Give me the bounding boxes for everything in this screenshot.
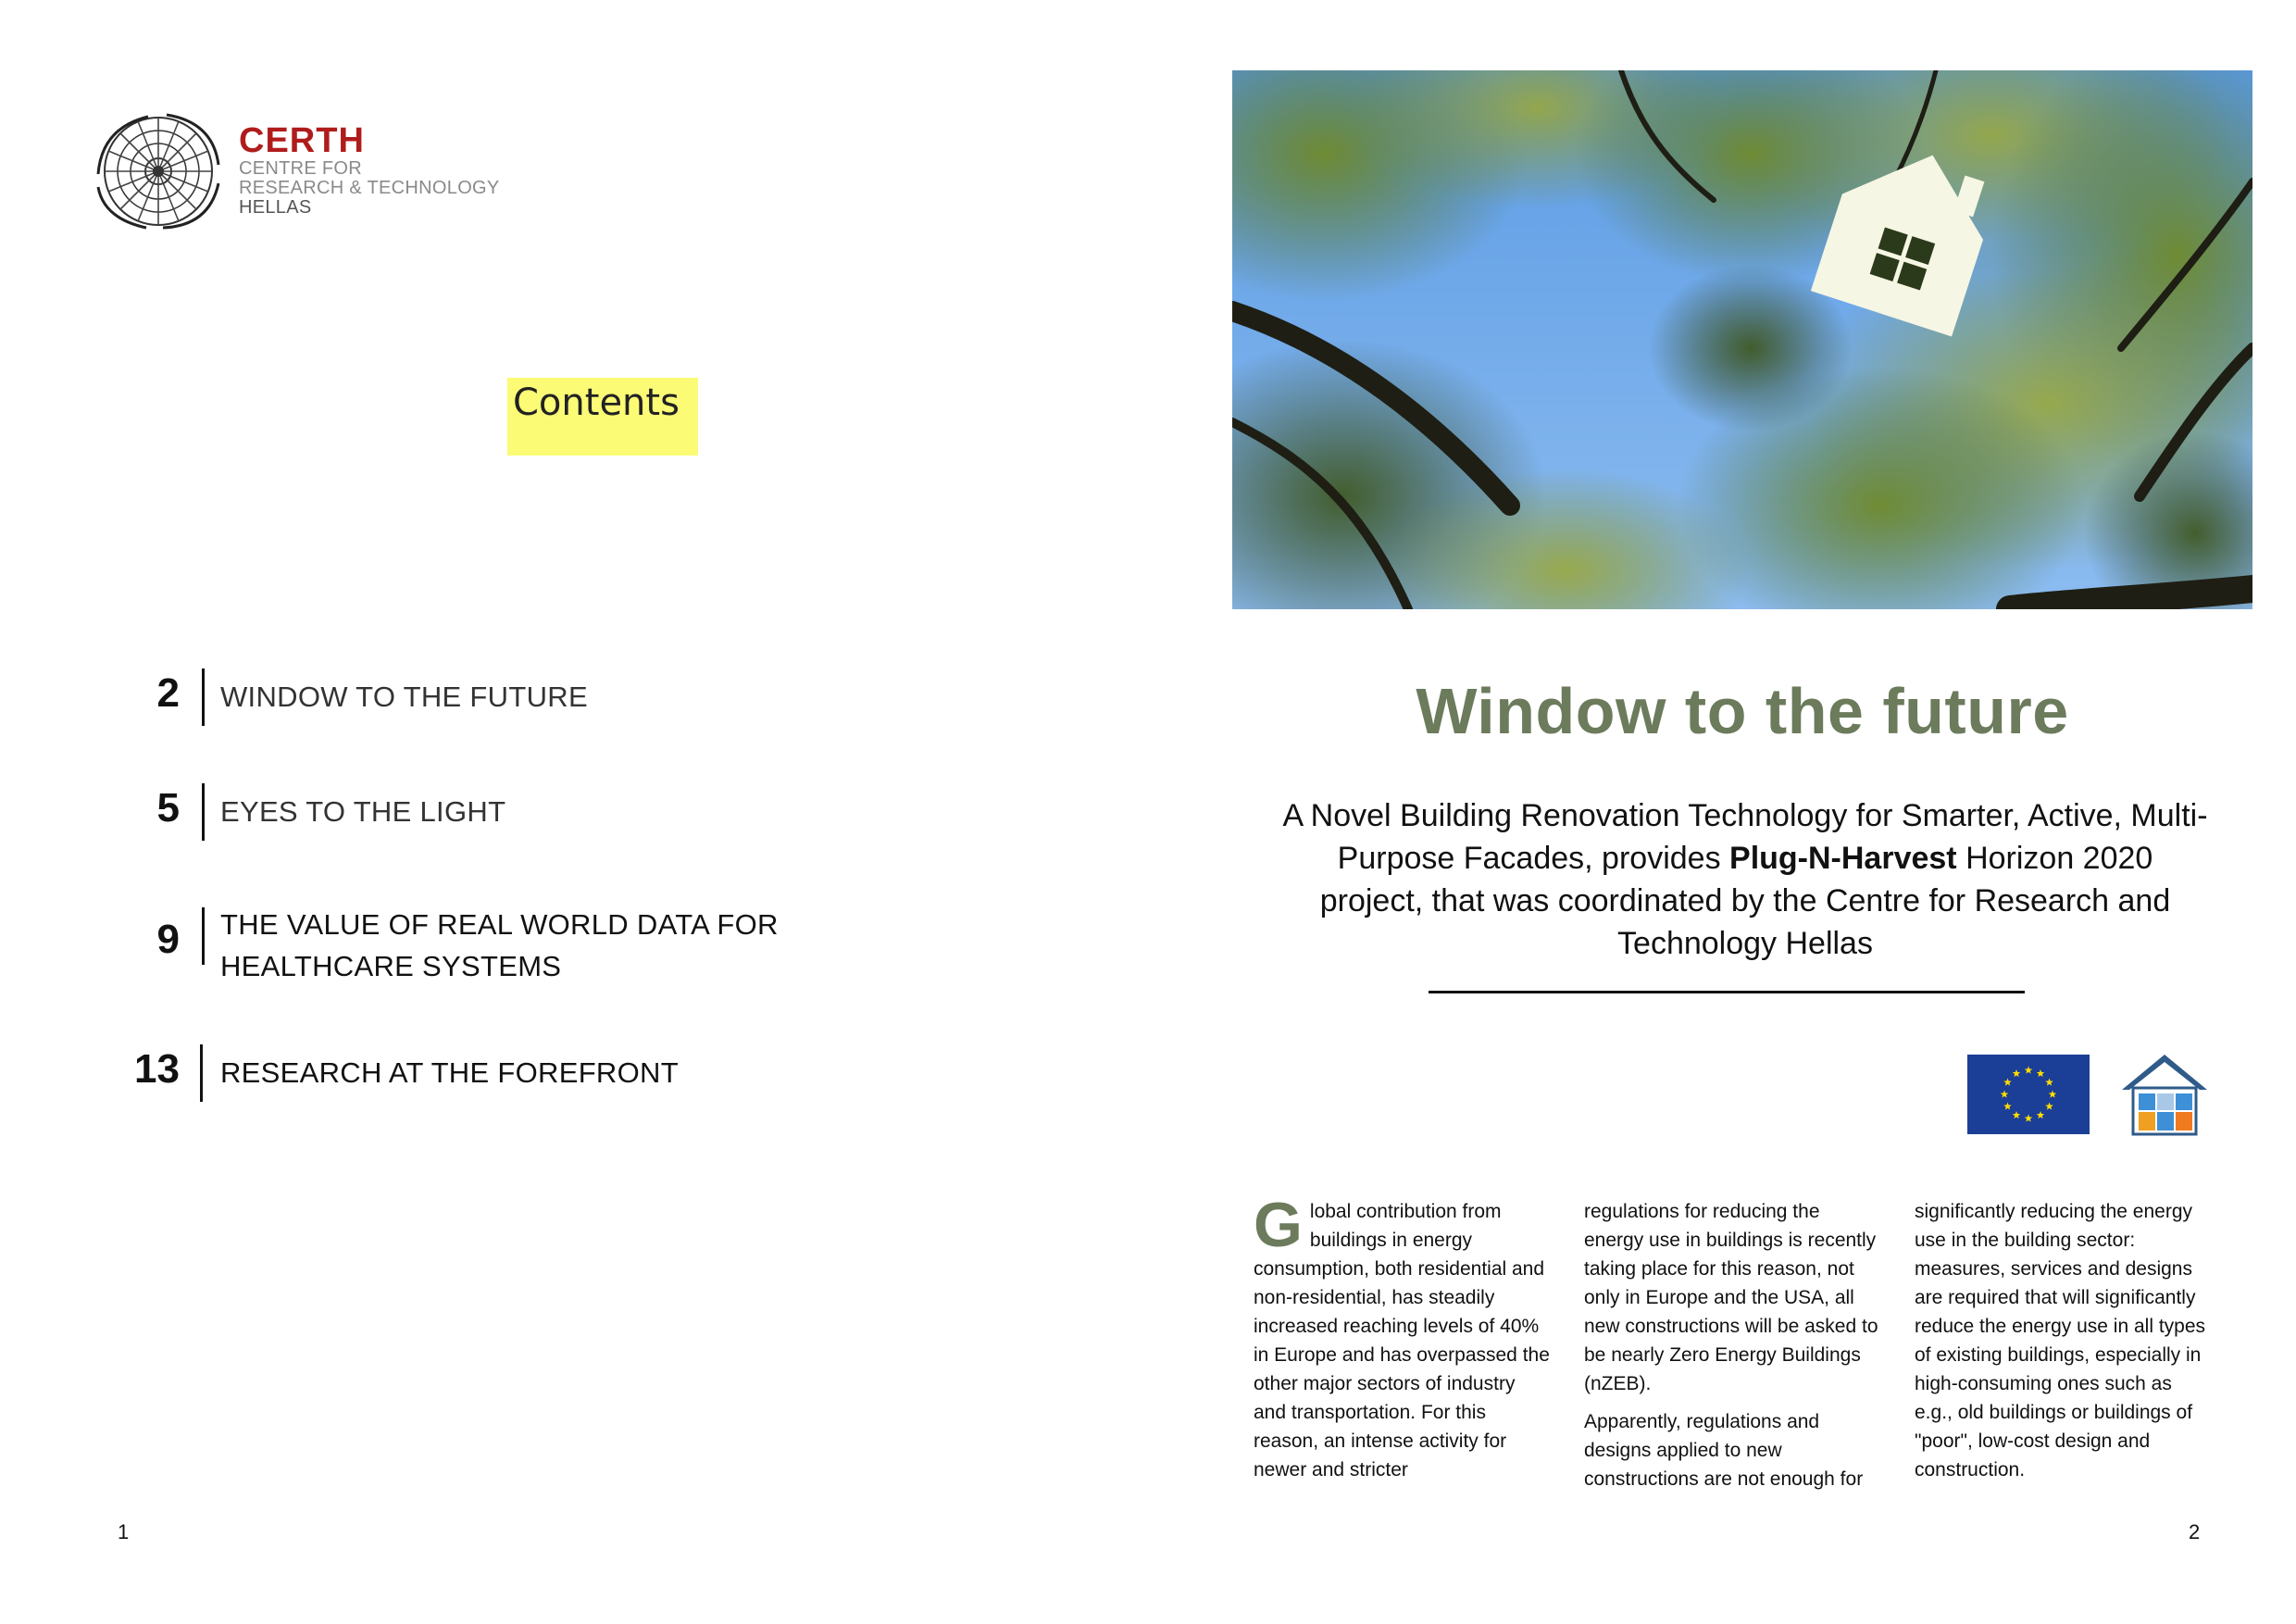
page-number-right: 2 bbox=[2189, 1520, 2201, 1543]
toc-page-number: 13 bbox=[134, 1046, 180, 1092]
subtitle-project-name: Plug-N-Harvest bbox=[1729, 841, 1957, 876]
toc-page-number: 5 bbox=[156, 785, 180, 831]
toc-item[interactable] bbox=[130, 668, 963, 733]
column-2-paragraph-1: regulations for reducing the energy use in buildings is recently taking place for this reason, not only in Europe and the USA, all new constructions will be asked to be nearly Zero Energy Buildings (nZEB). bbox=[1584, 1201, 1878, 1394]
toc-page-number: 9 bbox=[156, 917, 180, 962]
toc-title: EYES TO THE LIGHT bbox=[220, 795, 506, 828]
article-column-1 bbox=[1254, 1190, 1550, 1484]
eu-flag-icon bbox=[1967, 1055, 2090, 1134]
article-column-2 bbox=[1584, 1197, 1880, 1503]
toc-item[interactable] bbox=[130, 907, 963, 1000]
hero-image bbox=[1232, 70, 2252, 609]
certh-logo-icon bbox=[93, 109, 224, 233]
column-1-text: lobal contribution from buildings in energy consumption, both residential and non-residential, has steadily increased reaching levels of 40% in Europe and has overpassed the other major sectors of industry and transportation. For this reason, an intense activity for newer and stricter bbox=[1254, 1201, 1550, 1480]
article-title: Window to the future bbox=[1416, 675, 2069, 747]
column-3-text: significantly reducing the energy use in the building sector: measures, services and designs are required that will significantly reduce the energy use in all types of existing buildings, especially in high-consuming ones such as e.g., old buildings or buildings of "poor", low-cost design and construction. bbox=[1915, 1201, 2206, 1480]
toc-divider bbox=[202, 907, 205, 965]
logo-brand: CERTH bbox=[239, 121, 365, 160]
title-divider bbox=[1429, 991, 2025, 993]
toc-title: RESEARCH AT THE FOREFRONT bbox=[220, 1056, 679, 1089]
toc-divider bbox=[202, 783, 205, 841]
subtitle-text-end: Horizon 2020 project, that was coordinated by the Centre for Research and Technology Hellas bbox=[1319, 841, 2171, 961]
plug-n-harvest-logo-icon bbox=[2120, 1053, 2209, 1138]
article-column-3 bbox=[1915, 1197, 2211, 1484]
toc-page-number: 2 bbox=[156, 670, 180, 716]
drop-cap: G bbox=[1254, 1190, 1303, 1260]
certh-logo-text bbox=[239, 122, 500, 218]
toc-divider bbox=[200, 1044, 203, 1102]
column-2-paragraph-2: Apparently, regulations and designs applied to new constructions are not enough for bbox=[1584, 1411, 1864, 1490]
logo-line-1: CENTRE FOR bbox=[239, 158, 362, 179]
article-subtitle bbox=[1282, 794, 2208, 965]
logo-line-3: HELLAS bbox=[239, 197, 312, 218]
logo-line-2: RESEARCH & TECHNOLOGY bbox=[239, 178, 500, 198]
toc-item[interactable] bbox=[130, 783, 963, 848]
toc-title: THE VALUE OF REAL WORLD DATA FOR HEALTHCARE SYSTEMS bbox=[220, 908, 779, 982]
contents-heading: Contents bbox=[507, 378, 698, 456]
page-number-left: 1 bbox=[118, 1520, 130, 1543]
toc-item[interactable] bbox=[130, 1044, 963, 1109]
toc-title: WINDOW TO THE FUTURE bbox=[220, 681, 588, 713]
toc-divider bbox=[202, 668, 205, 726]
subtitle-text: A Novel Building Renovation Technology for Smarter, Active, Multi-Purpose Facades, provides bbox=[1282, 798, 2208, 876]
